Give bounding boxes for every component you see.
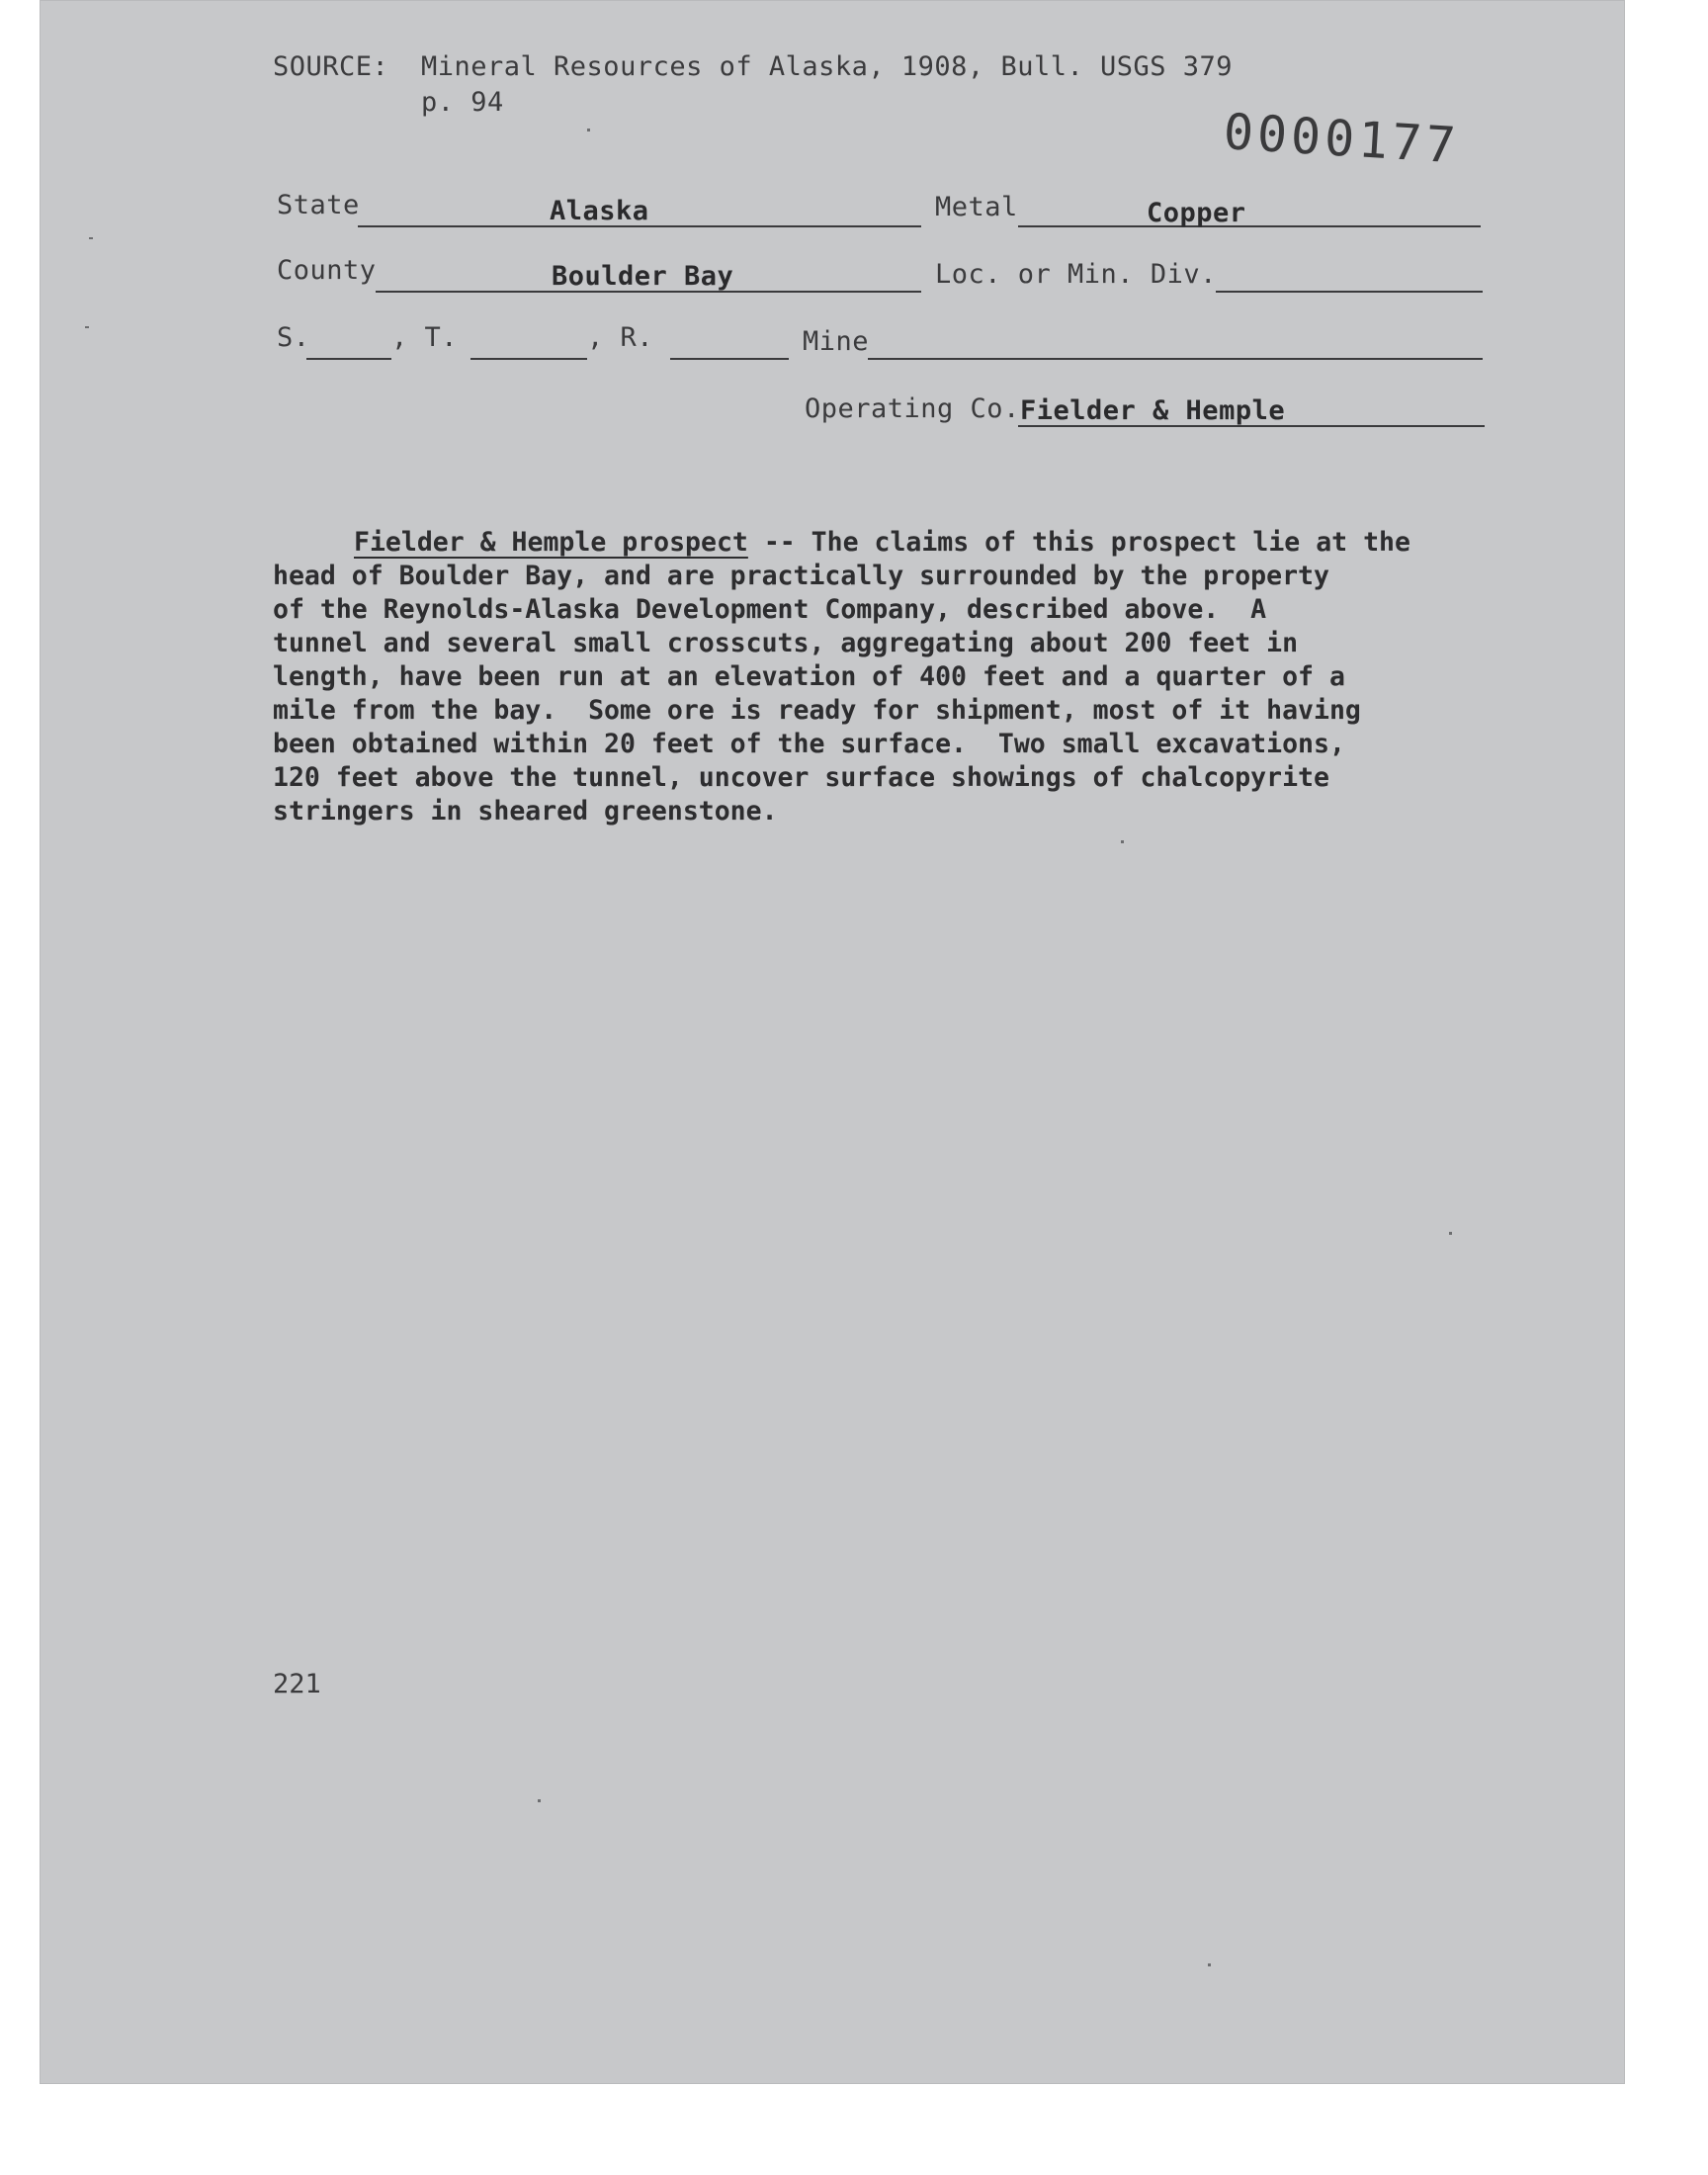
description-line-1: -- The claims of this prospect lie at the — [747, 527, 1410, 558]
description-line-3: of the Reynolds-Alaska Development Company, described above. A — [273, 594, 1267, 625]
document-card — [40, 0, 1625, 2084]
scan-speck — [538, 1799, 541, 1802]
county-label: County — [277, 255, 377, 286]
scan-speck — [1208, 1963, 1211, 1966]
description-line-9: stringers in sheared greenstone. — [273, 796, 778, 826]
description-line-2: head of Boulder Bay, and are practically surrounded by the property — [273, 561, 1329, 591]
loc-label: Loc. or Min. Div. — [935, 259, 1217, 290]
range-label: , R. — [587, 322, 654, 353]
source-text: Mineral Resources of Alaska, 1908, Bull. USGS 379 — [421, 51, 1234, 82]
loc-underline — [1216, 291, 1483, 293]
township-underline — [470, 358, 587, 360]
section-label: S. — [277, 322, 310, 353]
mine-label: Mine — [803, 326, 870, 357]
scan-speck — [89, 237, 93, 239]
metal-underline — [1018, 225, 1481, 227]
description-line-7: been obtained within 20 feet of the surface. Two small excavations, — [273, 729, 1345, 759]
county-value: Boulder Bay — [552, 261, 734, 292]
operating-co-label: Operating Co. — [805, 393, 1020, 424]
operating-co-value: Fielder & Hemple — [1020, 395, 1286, 426]
section-underline — [306, 358, 391, 360]
scan-speck — [587, 129, 590, 131]
scan-speck — [1121, 840, 1124, 843]
state-label: State — [277, 190, 360, 220]
description-line-6: mile from the bay. Some ore is ready for shipment, most of it having — [273, 695, 1361, 726]
source-label: SOURCE: — [273, 51, 389, 82]
mine-underline — [868, 358, 1483, 360]
document-id-stamp: 0000177 — [1222, 103, 1462, 175]
description-line-8: 120 feet above the tunnel, uncover surface showings of chalcopyrite — [273, 762, 1329, 793]
scan-speck — [85, 326, 89, 328]
page-number: 221 — [273, 1669, 321, 1699]
description-line-4: tunnel and several small crosscuts, aggregating about 200 feet in — [273, 628, 1299, 658]
description-paragraph — [273, 526, 1489, 828]
description-title: Fielder & Hemple prospect — [354, 527, 748, 558]
metal-value: Copper — [1147, 198, 1246, 228]
range-underline — [670, 358, 789, 360]
township-label: , T. — [391, 322, 459, 353]
source-page: p. 94 — [421, 87, 504, 118]
metal-label: Metal — [935, 192, 1018, 222]
scan-speck — [1449, 1232, 1452, 1235]
state-value: Alaska — [550, 196, 649, 226]
description-line-5: length, have been run at an elevation of 400 feet and a quarter of a — [273, 661, 1345, 692]
